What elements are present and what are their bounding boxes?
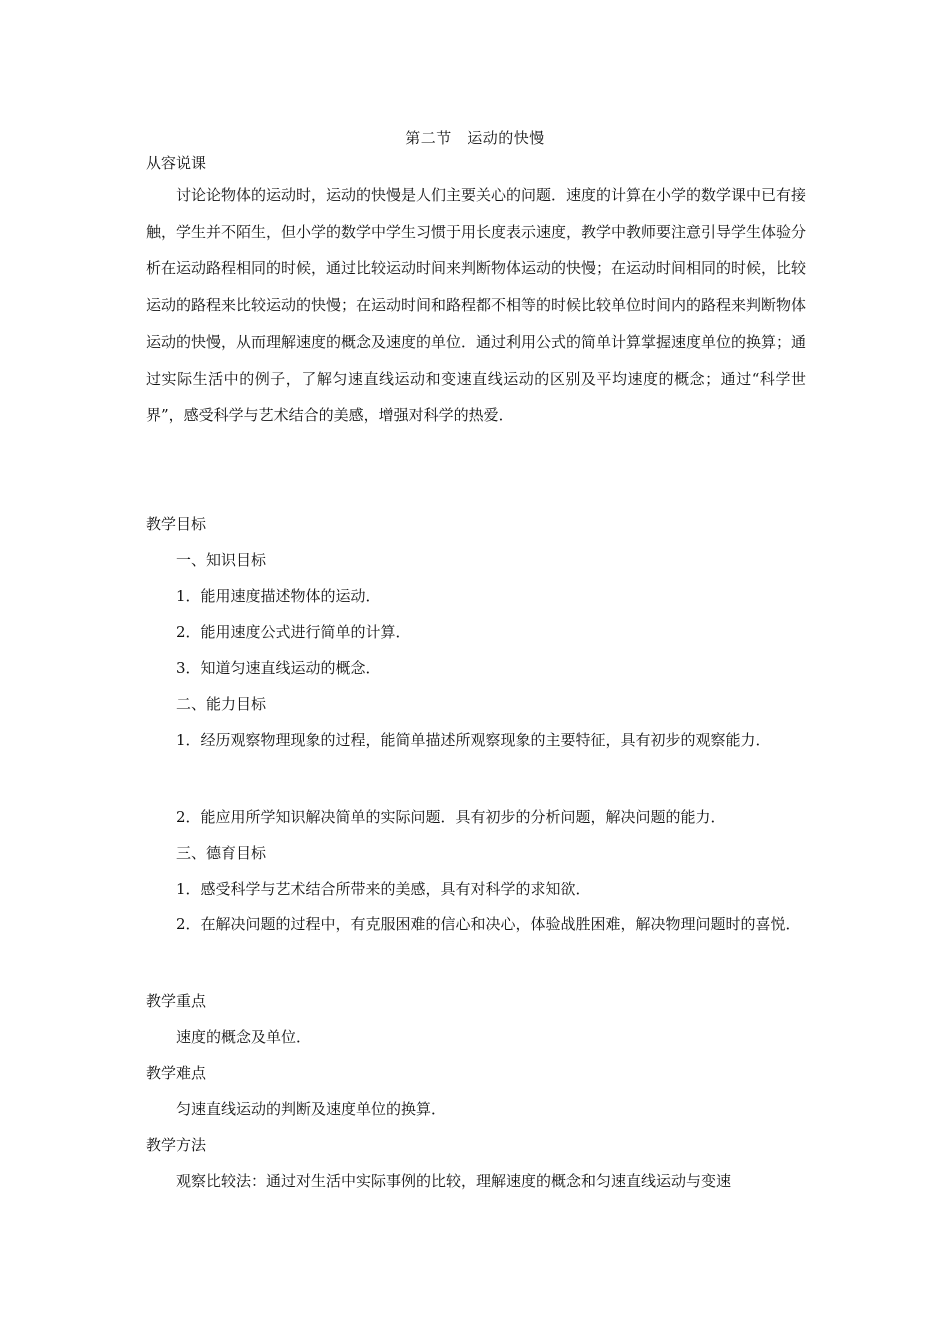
heading-key-points: 教学重点 xyxy=(146,992,207,1010)
heading-goals: 教学目标 xyxy=(146,515,207,533)
methods-text: 观察比较法：通过对生活中实际事例的比较，理解速度的概念和匀速直线运动与变速 xyxy=(176,1172,732,1190)
difficulties-text: 匀速直线运动的判断及速度单位的换算． xyxy=(176,1100,447,1118)
heading-intro: 从容说课 xyxy=(146,154,207,172)
heading-methods: 教学方法 xyxy=(146,1136,207,1154)
heading-difficulties: 教学难点 xyxy=(146,1064,207,1082)
heading-knowledge-goals: 一、知识目标 xyxy=(176,551,267,569)
ability-item-2: 2．能应用所学知识解决简单的实际问题．具有初步的分析问题，解决问题的能力． xyxy=(176,808,726,826)
key-points-text: 速度的概念及单位． xyxy=(176,1028,312,1046)
page-title: 第二节 运动的快慢 xyxy=(405,129,545,147)
ability-item-1: 1．经历观察物理现象的过程，能简单描述所观察现象的主要特征，具有初步的观察能力． xyxy=(176,731,771,749)
moral-item-1: 1．感受科学与艺术结合所带来的美感，具有对科学的求知欲． xyxy=(176,880,591,898)
knowledge-item-3: 3．知道匀速直线运动的概念． xyxy=(176,659,381,677)
heading-ability-goals: 二、能力目标 xyxy=(176,695,267,713)
knowledge-item-1: 1．能用速度描述物体的运动． xyxy=(176,587,381,605)
moral-item-2: 2．在解决问题的过程中，有克服困难的信心和决心，体验战胜困难，解决物理问题时的喜悦． xyxy=(176,915,801,933)
intro-paragraph: 讨论论物体的运动时，运动的快慢是人们主要关心的问题．速度的计算在小学的数学课中已有接触，学生并不陌生，但小学的数学中学生习惯于用长度表示速度，教学中教师要注意引导学生体验分析在运动路程相同的时候，通过比较运动时间来判断物体运动的快慢；在运动时间相同的时候，比较运动的路程来比较运动的快慢；在运动时间和路程都不相等的时候比较单位时间内的路程来判断物体运动的快慢，从而理解速度的概念及速度的单位．通过利用公式的简单计算掌握速度单位的换算；通过实际生活中的例子，了解匀速直线运动和变速直线运动的区别及平均速度的概念；通过“科学世界”，感受科学与艺术结合的美感，增强对科学的热爱． xyxy=(146,186,807,425)
knowledge-item-2: 2．能用速度公式进行简单的计算． xyxy=(176,623,411,641)
heading-moral-goals: 三、德育目标 xyxy=(176,844,267,862)
